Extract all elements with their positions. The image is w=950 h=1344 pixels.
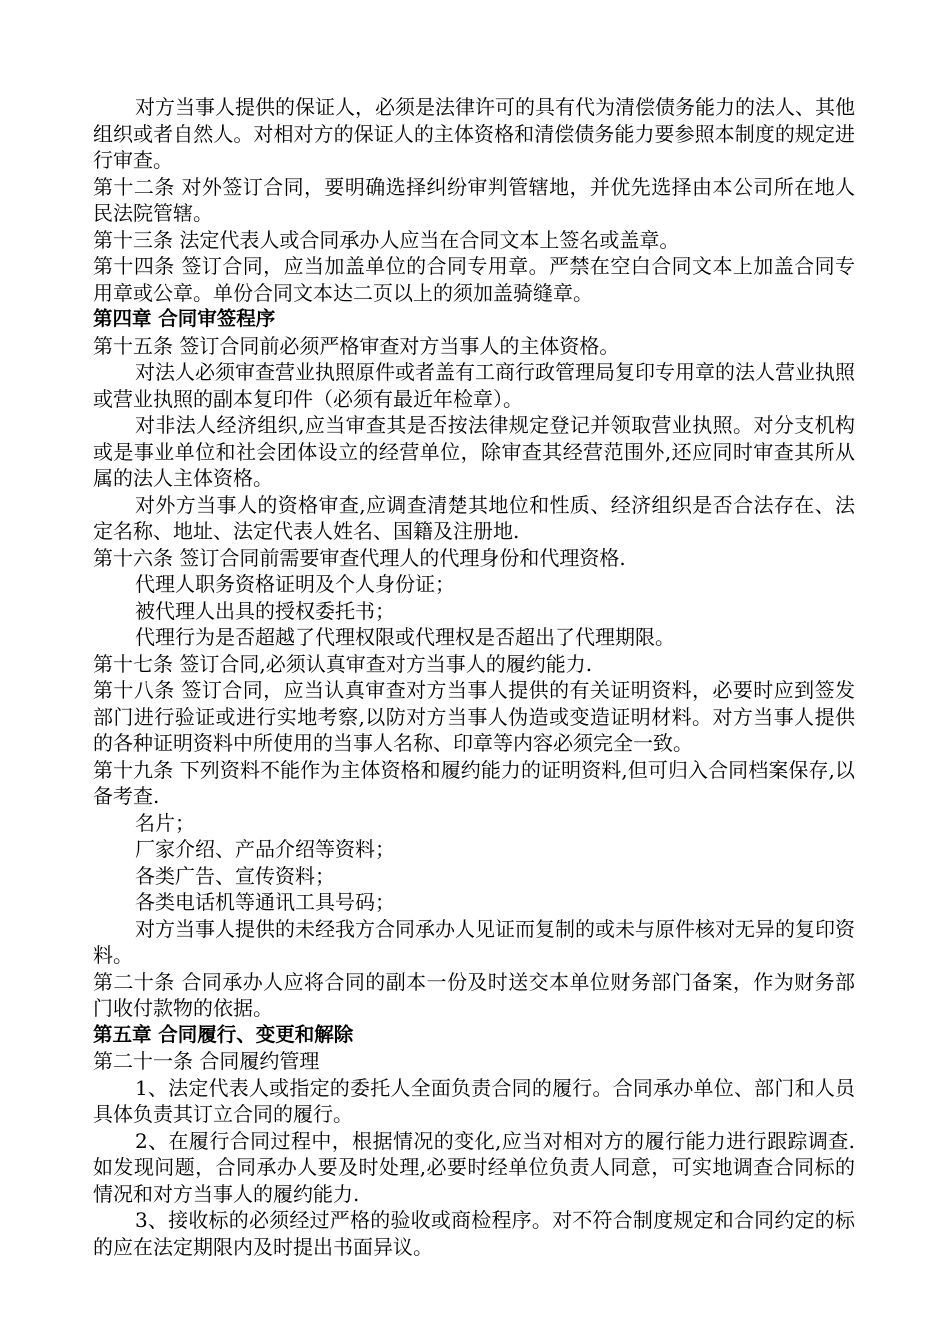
article-15: 第十五条 签订合同前必须严格审查对方当事人的主体资格。 [93,333,620,358]
list-item: 名片； [135,810,195,835]
list-item: 1、法定代表人或指定的委托人全面负责合同的履行。合同承办单位、部门和人员具体负责其订立合同的履行。 [93,1075,855,1126]
list-item: 3、接收标的必须经过严格的验收或商检程序。对不符合制度规定和合同约定的标的应在法定期限内及时提出书面异议。 [93,1208,855,1259]
list-item: 各类广告、宣传资料； [135,863,335,888]
article-19: 第十九条 下列资料不能作为主体资格和履约能力的证明资料,但可归入合同档案保存,以备考查. [93,757,855,808]
article-18: 第十八条 签订合同，应当认真审查对方当事人提供的有关证明资料，必要时应到签发部门进行验证或进行实地考察,以防对方当事人伪造或变造证明材料。对方当事人提供的各种证明资料中所使用的当事人名称、印章等内容必须完全一致。 [93,678,855,755]
list-item: 代理行为是否超越了代理权限或代理权是否超出了代理期限。 [135,625,675,649]
list-item: 各类电话机等通讯工具号码； [135,890,395,914]
article-16: 第十六条 签订合同前需要审查代理人的代理身份和代理资格. [93,545,626,570]
chapter-4-heading: 第四章 合同审签程序 [93,307,276,330]
paragraph-non-legal-person: 对非法人经济组织,应当审查其是否按法律规定登记并领取营业执照。对分支机构或是事业单位和社会团体设立的经营单位，除审查其经营范围外,还应同时审查其所从属的法人主体资格。 [93,413,855,490]
paragraph-foreign-party: 对外方当事人的资格审查,应调查清楚其地位和性质、经济组织是否合法存在、法定名称、地址、法定代表人姓名、国籍及注册地. [93,492,855,543]
article-12: 第十二条 对外签订合同，要明确选择纠纷审判管辖地，并优先选择由本公司所在地人民法院管辖。 [93,174,855,225]
list-item: 被代理人出具的授权委托书； [135,598,395,623]
article-20: 第二十条 合同承办人应将合同的副本一份及时送交本单位财务部门备案，作为财务部门收付款物的依据。 [93,969,855,1020]
article-21: 第二十一条 合同履约管理 [93,1049,320,1073]
paragraph-guarantor: 对方当事人提供的保证人，必须是法律许可的具有代为清偿债务能力的法人、其他组织或者自然人。对相对方的保证人的主体资格和清偿债务能力要参照本制度的规定进行审查。 [93,95,855,172]
list-item: 2、在履行合同过程中，根据情况的变化,应当对相对方的履行能力进行跟踪调查.如发现问题，合同承办人要及时处理,必要时经单位负责人同意，可实地调查合同标的情况和对方当事人的履约能力. [93,1128,855,1206]
article-13: 第十三条 法定代表人或合同承办人应当在合同文本上签名或盖章。 [93,227,680,252]
article-14: 第十四条 签订合同，应当加盖单位的合同专用章。严禁在空白合同文本上加盖合同专用章或公章。单份合同文本达二页以上的须加盖骑缝章。 [93,254,855,305]
chapter-5-heading: 第五章 合同履行、变更和解除 [93,1022,354,1046]
list-item: 代理人职务资格证明及个人身份证； [135,572,455,596]
list-item: 厂家介绍、产品介绍等资料； [135,837,395,861]
paragraph-legal-person: 对法人必须审查营业执照原件或者盖有工商行政管理局复印专用章的法人营业执照或营业执照的副本复印件（必须有最近年检章）。 [93,360,855,411]
list-item: 对方当事人提供的未经我方合同承办人见证而复制的或未与原件核对无异的复印资料。 [93,916,855,967]
article-17: 第十七条 签订合同,必须认真审查对方当事人的履约能力. [93,651,593,676]
document-page [93,94,855,1260]
